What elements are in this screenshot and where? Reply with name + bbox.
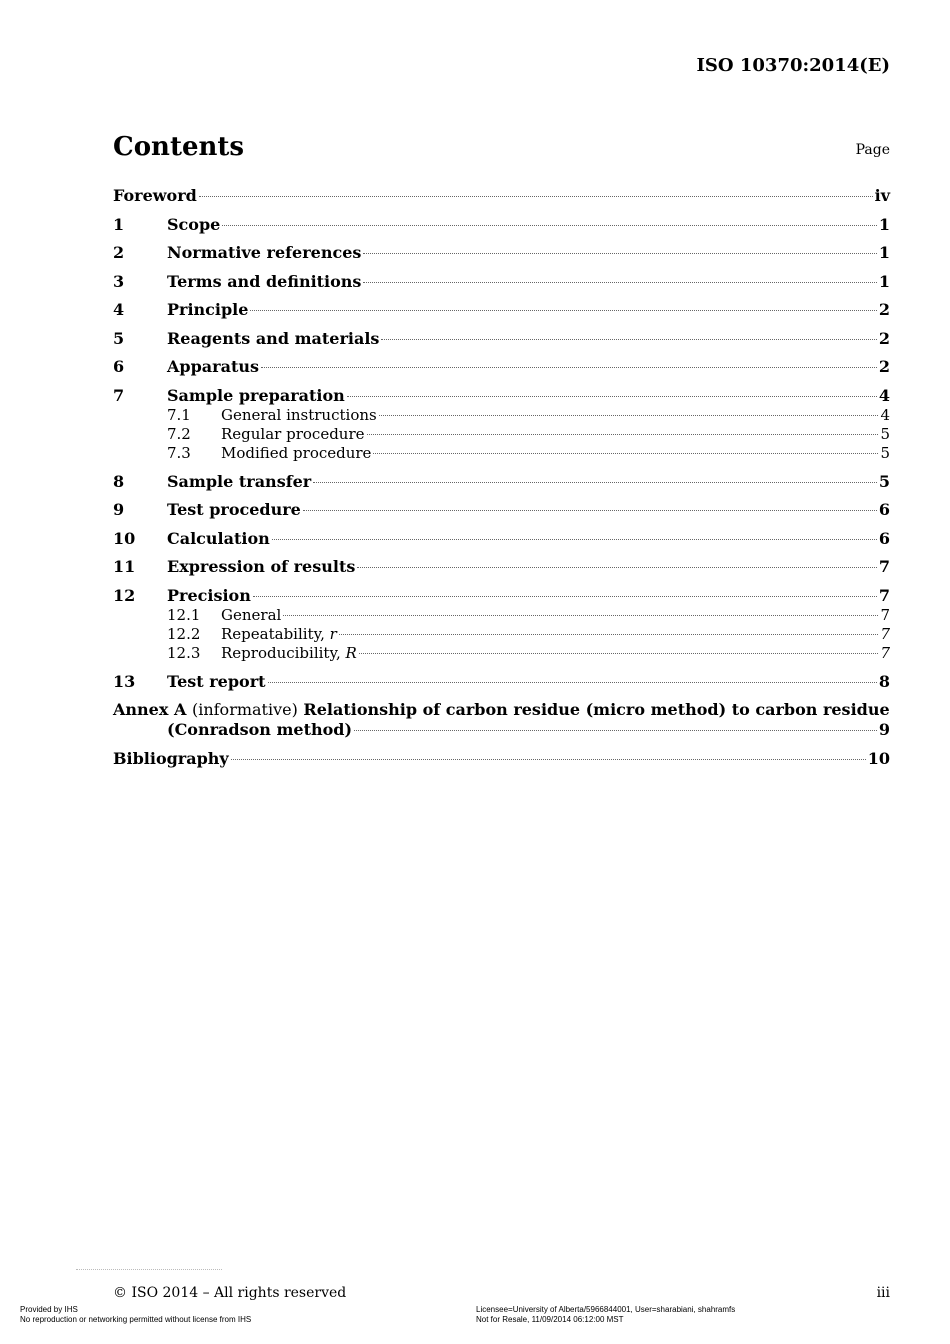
dot-leader <box>231 759 866 760</box>
toc-title-text: Repeatability, <box>221 624 330 643</box>
toc-entry-clause[interactable] <box>113 586 890 606</box>
provider-line: Provided by IHS <box>20 1305 78 1314</box>
toc-number: 10 <box>113 528 136 548</box>
toc-number: 6 <box>113 357 125 376</box>
toc-number: 1 <box>113 214 125 234</box>
toc-entry-clause[interactable] <box>113 329 890 358</box>
toc-entry-subclause[interactable] <box>113 406 890 425</box>
toc-symbol: r <box>329 624 337 643</box>
toc-title <box>221 644 357 663</box>
toc-entry-subclause[interactable] <box>113 606 890 625</box>
toc-title <box>221 444 371 463</box>
dot-leader <box>373 453 878 454</box>
toc-title: Foreword <box>113 186 197 205</box>
dot-leader <box>339 634 879 635</box>
toc-title: Terms and definitions <box>167 271 362 291</box>
toc-entry-subclause[interactable] <box>113 444 890 472</box>
license-notice <box>476 1305 735 1325</box>
toc-title: Test report <box>167 671 266 691</box>
toc-page-number: iv <box>874 186 890 205</box>
toc-number: 2 <box>113 243 125 262</box>
toc-number: 12.3 <box>167 643 201 662</box>
dot-leader <box>222 225 877 226</box>
toc-page-number: 4 <box>878 385 890 405</box>
toc-entry-clause[interactable] <box>113 557 890 586</box>
toc-title <box>221 606 281 625</box>
toc-entry-subclause[interactable] <box>113 644 890 672</box>
toc-entry-clause[interactable] <box>113 472 890 501</box>
toc-number: 12 <box>113 585 136 605</box>
toc-entry-clause[interactable] <box>113 386 890 406</box>
toc-page-number: 1 <box>878 271 890 291</box>
toc-title: Scope <box>167 214 221 234</box>
annex-type: (informative) <box>191 700 298 719</box>
dot-leader <box>313 482 877 483</box>
toc-entry-foreword[interactable] <box>113 186 890 215</box>
dot-leader <box>357 567 877 568</box>
toc-entry-subclause[interactable] <box>113 425 890 444</box>
dot-leader <box>261 367 877 368</box>
toc-number: 7.3 <box>167 443 191 462</box>
toc-clauses <box>113 215 890 701</box>
dot-leader <box>379 415 879 416</box>
toc-number: 7.2 <box>167 424 191 443</box>
toc-page-number: 5 <box>880 424 890 443</box>
document-id: ISO 10370:2014(E) <box>696 55 890 76</box>
toc-entry-bibliography[interactable] <box>113 749 890 778</box>
toc-title: Expression of results <box>167 557 356 576</box>
annex-label: Annex A <box>113 700 187 719</box>
toc-page-number: 5 <box>878 471 890 491</box>
provider-line: No reproduction or networking permitted without license from IHS <box>20 1315 252 1324</box>
dot-leader <box>363 253 876 254</box>
toc-entry-clause[interactable] <box>113 272 890 301</box>
toc-page-number: 1 <box>878 214 890 234</box>
provider-notice <box>20 1305 251 1325</box>
toc-page-number: 2 <box>878 328 890 348</box>
toc-title: Normative references <box>167 243 362 262</box>
toc-number: 4 <box>113 300 125 319</box>
toc-title <box>221 625 337 644</box>
toc-number: 13 <box>113 671 136 691</box>
toc-page-number: 6 <box>878 500 890 519</box>
annex-title-line1: Relationship of carbon residue (micro method) to carbon residue <box>303 700 890 719</box>
toc-title: Calculation <box>167 528 270 548</box>
toc-page-number: 2 <box>878 300 890 319</box>
toc-title: Sample transfer <box>167 471 312 491</box>
toc-page-number: 7 <box>880 643 890 662</box>
toc-title-text: Regular procedure <box>221 424 365 443</box>
toc-entry-annex-a[interactable] <box>113 700 890 749</box>
dot-leader <box>363 282 876 283</box>
table-of-contents <box>113 186 890 778</box>
toc-entry-clause[interactable] <box>113 529 890 558</box>
annex-title-line2: (Conradson method) <box>167 720 353 739</box>
toc-title: Sample preparation <box>167 385 345 405</box>
toc-number: 7.1 <box>167 405 191 424</box>
toc-entry-clause[interactable] <box>113 215 890 244</box>
toc-page-number: 10 <box>867 749 890 768</box>
license-line: Not for Resale, 11/09/2014 06:12:00 MST <box>476 1315 624 1324</box>
dot-leader <box>272 539 877 540</box>
toc-title: Apparatus <box>167 357 259 376</box>
toc-title: Precision <box>167 585 251 605</box>
dot-leader <box>381 339 876 340</box>
toc-symbol: R <box>345 643 357 662</box>
toc-page-number: 7 <box>880 624 890 643</box>
toc-entry-clause[interactable] <box>113 500 890 529</box>
scan-artifact <box>76 1269 222 1271</box>
page-number: iii <box>876 1285 890 1301</box>
toc-page-number: 4 <box>880 405 890 424</box>
dot-leader <box>367 434 879 435</box>
toc-page-number: 5 <box>880 443 890 462</box>
toc-title <box>221 425 365 444</box>
dot-leader <box>199 196 873 197</box>
toc-entry-subclause[interactable] <box>113 625 890 644</box>
contents-heading: Contents <box>113 132 245 162</box>
page-column-label: Page <box>855 142 890 158</box>
toc-title: Test procedure <box>167 500 301 519</box>
copyright-notice: © ISO 2014 – All rights reserved <box>113 1285 347 1301</box>
license-line: Licensee=University of Alberta/5966844001, User=sharabiani, shahramfs <box>476 1305 736 1314</box>
toc-title: Reagents and materials <box>167 328 380 348</box>
toc-page-number: 1 <box>878 243 890 262</box>
toc-number: 3 <box>113 271 125 291</box>
toc-number: 9 <box>113 500 125 519</box>
dot-leader <box>347 396 877 397</box>
toc-title-text: General instructions <box>221 405 377 424</box>
dot-leader <box>283 615 878 616</box>
toc-entry-clause[interactable] <box>113 243 890 272</box>
toc-title-text: Modified procedure <box>221 443 372 462</box>
toc-page-number: 7 <box>878 585 890 605</box>
dot-leader <box>268 682 877 683</box>
toc-title-text: Reproducibility, <box>221 643 346 662</box>
toc-number: 5 <box>113 328 125 348</box>
toc-number: 7 <box>113 385 125 405</box>
toc-page-number: 6 <box>878 528 890 548</box>
toc-title: Principle <box>167 300 249 319</box>
toc-title <box>221 406 377 425</box>
dot-leader <box>253 596 877 597</box>
toc-page-number: 7 <box>878 557 890 576</box>
toc-title: Bibliography <box>113 749 229 768</box>
toc-page-number: 7 <box>880 605 890 624</box>
dot-leader <box>250 310 876 311</box>
dot-leader <box>303 510 877 511</box>
dot-leader <box>354 730 877 731</box>
dot-leader <box>359 653 879 654</box>
toc-entry-clause[interactable] <box>113 300 890 329</box>
toc-page-number: 2 <box>878 357 890 376</box>
toc-number: 12.1 <box>167 605 201 624</box>
toc-number: 11 <box>113 557 136 576</box>
toc-entry-clause[interactable] <box>113 357 890 386</box>
toc-number: 12.2 <box>167 624 201 643</box>
toc-number: 8 <box>113 471 125 491</box>
toc-page-number: 9 <box>878 720 890 739</box>
toc-title-text: General <box>221 605 282 624</box>
toc-entry-clause[interactable] <box>113 672 890 701</box>
toc-page-number: 8 <box>878 671 890 691</box>
